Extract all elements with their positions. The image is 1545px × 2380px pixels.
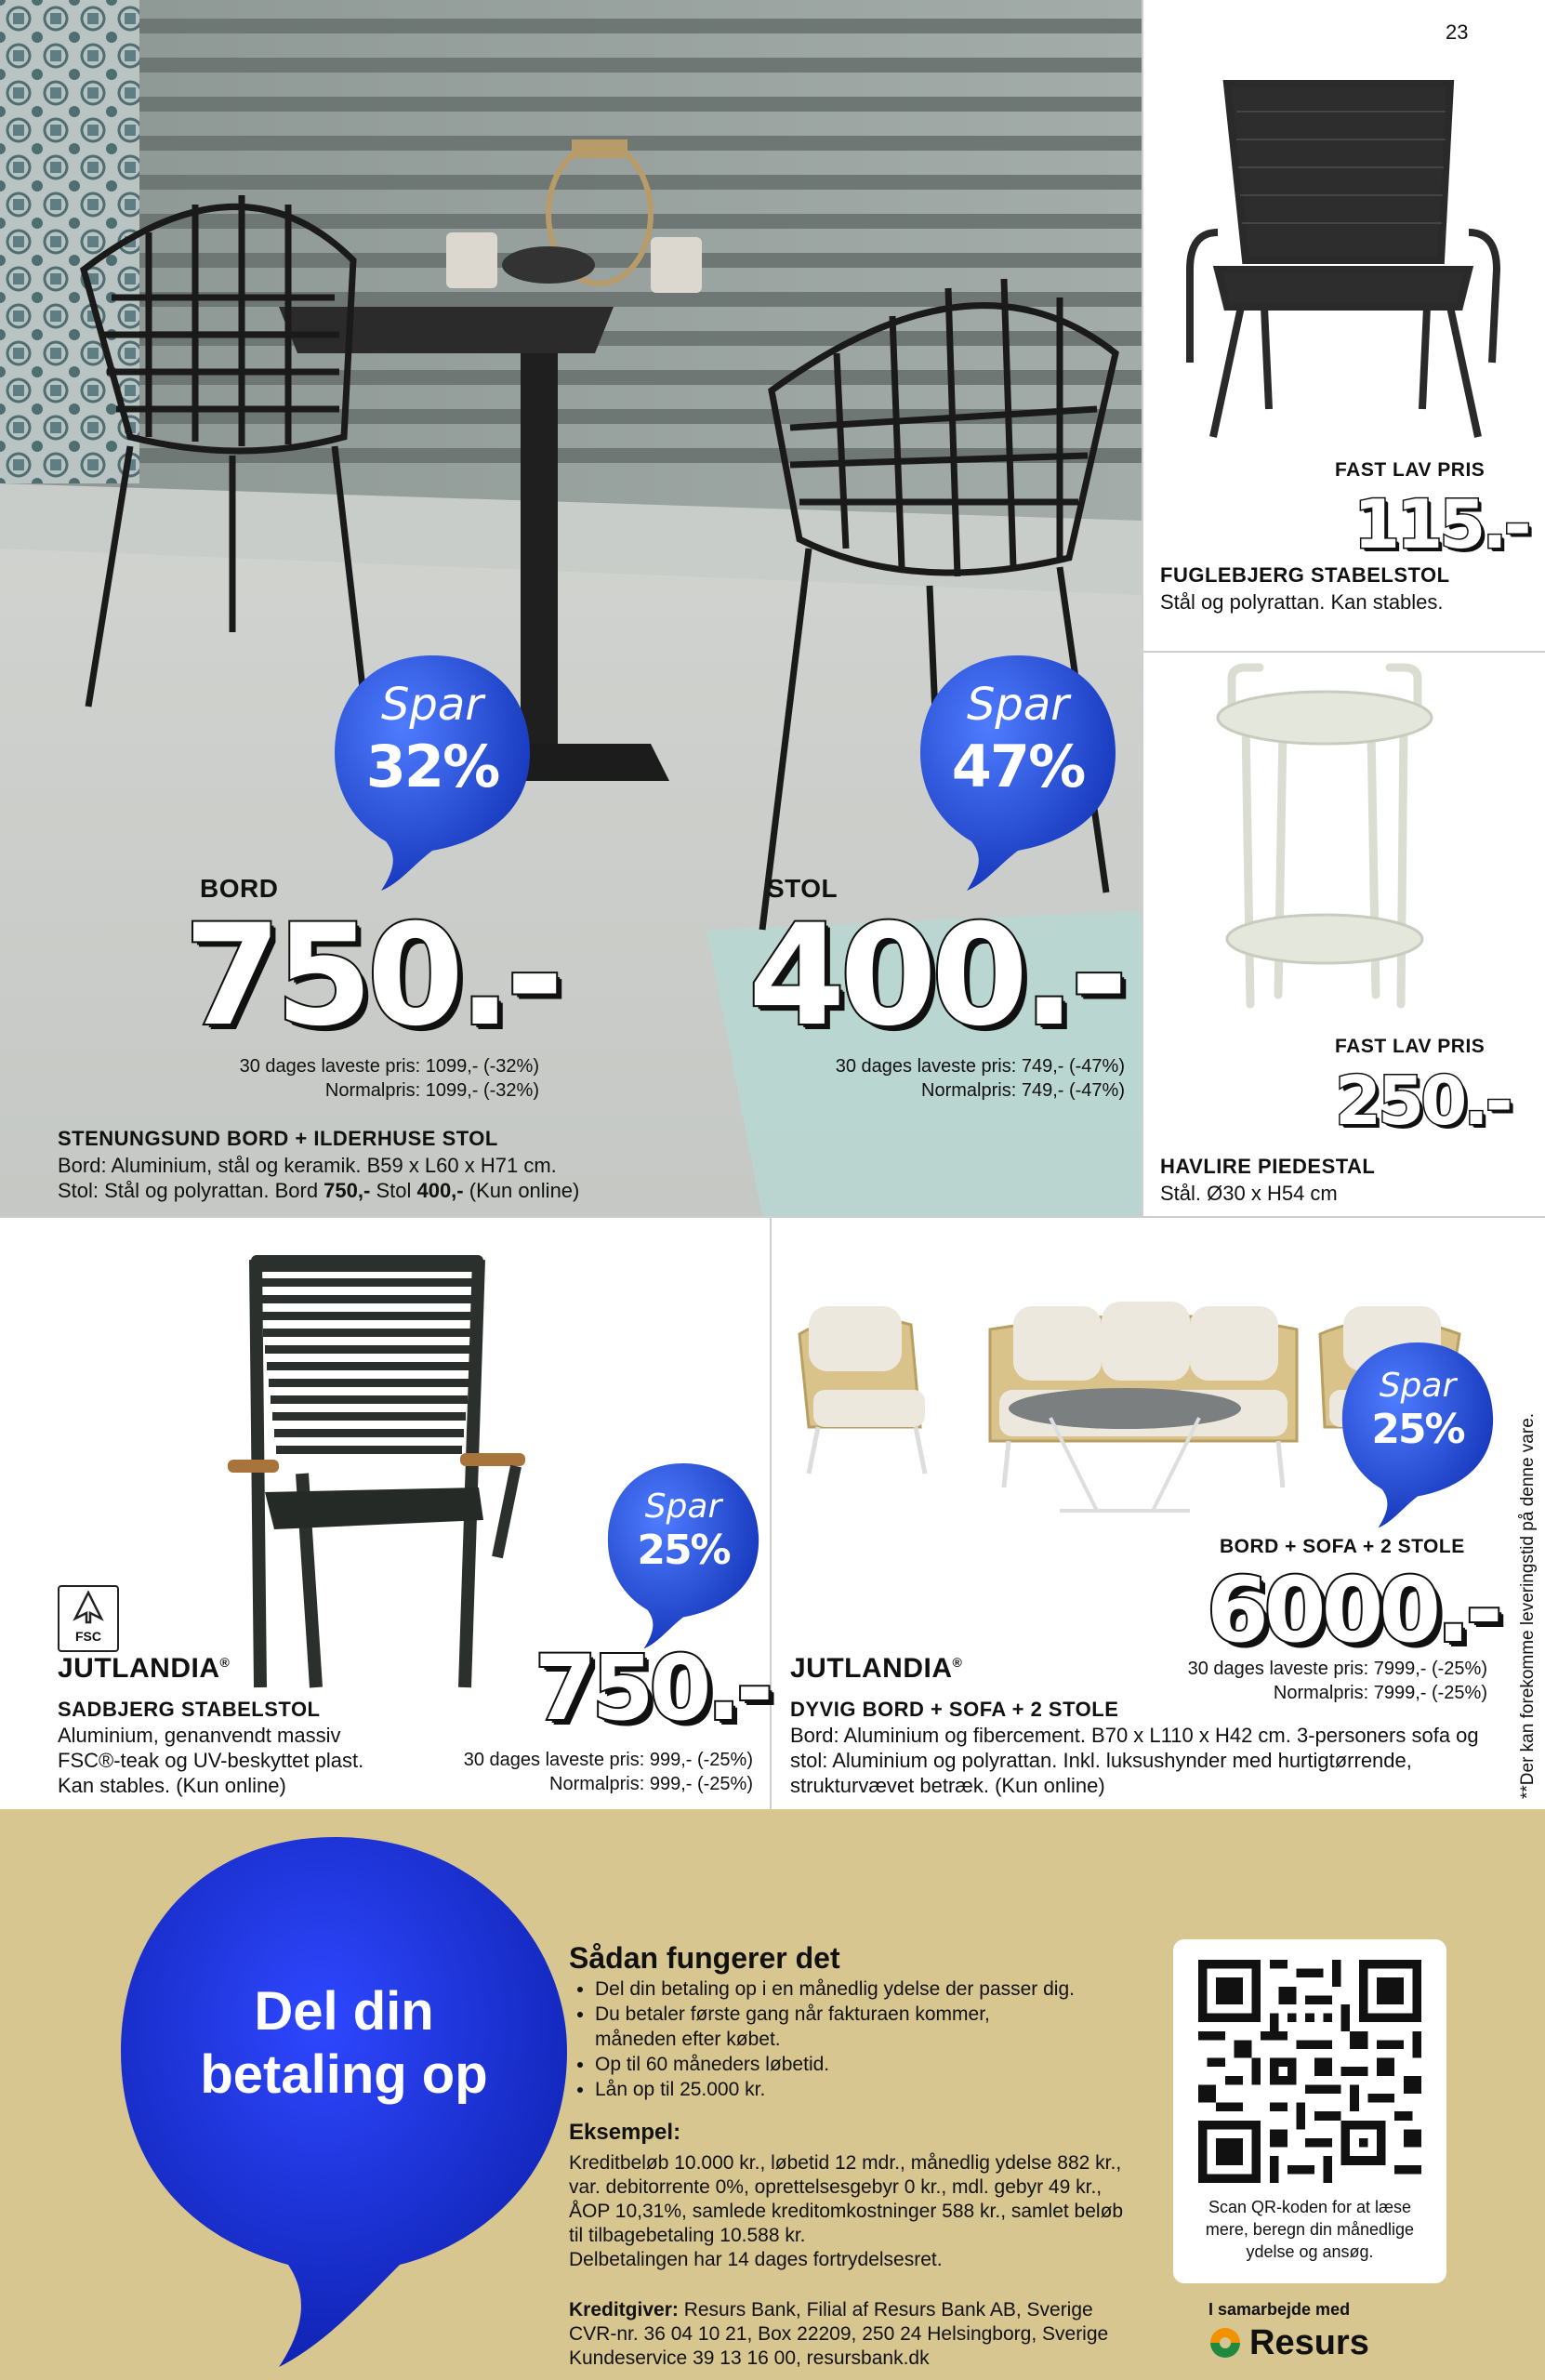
finance-bullet: • Lån op til 25.000 kr. xyxy=(595,2077,1078,2102)
finance-bullet: • Du betaler første gang når fakturaen kommer, xyxy=(595,2002,1078,2027)
spar-badge-bord xyxy=(330,651,535,892)
finance-section xyxy=(0,1809,1545,2380)
dyvig-label: BORD + SOFA + 2 STOLE xyxy=(1220,1536,1465,1557)
jutlandia-brand-sadbjerg: JUTLANDIA® xyxy=(58,1653,231,1684)
fuglebjerg-price: 115.- xyxy=(1354,485,1528,563)
finance-bullet: måneden efter købet. xyxy=(595,2029,781,2050)
qr-code[interactable] xyxy=(1198,1960,1421,2183)
divider xyxy=(0,1216,1545,1218)
hero-product-desc: Bord: Aluminium, stål og keramik. B59 x L60 x H71 cm. xyxy=(58,1154,557,1177)
sadbjerg-image xyxy=(228,1250,535,1706)
finance-bullet: • Op til 60 måneders løbetid. xyxy=(595,2052,1078,2077)
dyvig-desc-1: Bord: Aluminium og fibercement. B70 x L110 x H42 cm. 3-personers sofa og xyxy=(790,1724,1479,1747)
qr-card xyxy=(1173,1939,1446,2283)
finance-bullets xyxy=(569,1977,1078,2102)
sadbjerg-desc-2: FSC®-teak og UV-beskyttet plast. xyxy=(58,1749,364,1772)
sadbjerg-desc-3: Kan stables. (Kun online) xyxy=(58,1774,286,1797)
hero-product-title: STENUNGSUND BORD + ILDERHUSE STOL xyxy=(58,1127,498,1150)
spar-percent: 47% xyxy=(951,733,1085,800)
stol-lowest-price: 30 dages laveste pris: 749,- (-47%) xyxy=(835,1056,1125,1077)
partner-label: I samarbejde med xyxy=(1208,2300,1351,2319)
spar-badge-sadbjerg xyxy=(604,1460,762,1650)
spar-badge-dyvig xyxy=(1339,1339,1497,1529)
spar-word: Spar xyxy=(644,1488,722,1526)
dyvig-title: DYVIG BORD + SOFA + 2 STOLE xyxy=(790,1698,1119,1721)
stol-label: STOL xyxy=(767,874,839,903)
stol-price: 400.- xyxy=(748,895,1123,1057)
bord-normal-price: Normalpris: 1099,- (-32%) xyxy=(324,1080,539,1101)
sadbjerg-desc-1: Aluminium, genanvendt massiv xyxy=(58,1724,341,1747)
spar-word: Spar xyxy=(380,679,484,731)
resurs-wordmark: Resurs xyxy=(1249,2322,1369,2362)
bord-lowest-price: 30 dages laveste pris: 1099,- (-32%) xyxy=(239,1056,539,1077)
bord-price: 750.- xyxy=(184,895,559,1057)
delivery-note: **Der kan forekomme leveringstid på denne vare. xyxy=(1518,1412,1538,1799)
spar-badge-stol xyxy=(916,651,1120,892)
sadbjerg-price: 750.- xyxy=(535,1636,769,1740)
havlire-price: 250.- xyxy=(1335,1062,1510,1140)
sadbjerg-lowest-price: 30 dages laveste pris: 999,- (-25%) xyxy=(463,1750,753,1770)
spar-word: Spar xyxy=(1379,1367,1457,1405)
finance-heading: Sådan fungerer det xyxy=(569,1941,840,1975)
finance-example-heading: Eksempel: xyxy=(569,2120,681,2145)
spar-word: Spar xyxy=(966,679,1070,731)
dyvig-price: 6000.- xyxy=(1207,1558,1499,1662)
dyvig-desc-3: strukturvævet betræk. (Kun online) xyxy=(790,1774,1105,1797)
sadbjerg-normal-price: Normalpris: 999,- (-25%) xyxy=(549,1774,753,1794)
havlire-image xyxy=(1204,660,1446,1023)
spar-percent: 32% xyxy=(365,733,499,800)
divider xyxy=(1142,651,1545,653)
stol-normal-price: Normalpris: 749,- (-47%) xyxy=(921,1080,1125,1101)
finance-bullet: • Del din betaling op i en månedlig ydelse der passer dig. xyxy=(595,1977,1078,2002)
qr-caption: Scan QR-koden for at læse mere, beregn din månedlige ydelse og ansøg. xyxy=(1205,2198,1415,2261)
fuglebjerg-image xyxy=(1162,56,1525,446)
bord-label: BORD xyxy=(200,874,279,903)
sadbjerg-title: SADBJERG STABELSTOL xyxy=(58,1698,321,1721)
finance-example: Kreditbeløb 10.000 kr., løbetid 12 mdr., månedlig ydelse 882 kr., var. debitorrente 0%, oprettelsesgebyr 0 kr., mdl. gebyr 49 kr., ÅOP 10,31%, samlede kreditomkostninger 588 kr., samlet beløb til tilbagebetaling 10.588 kr. Delbetalingen har 14 dages fortrydelsesret. xyxy=(569,2152,1124,2270)
dyvig-normal-price: Normalpris: 7999,- (-25%) xyxy=(1273,1683,1487,1703)
spar-percent: 25% xyxy=(637,1527,730,1574)
jutlandia-brand-dyvig: JUTLANDIA® xyxy=(790,1653,963,1684)
finance-bubble-line2: betaling op xyxy=(200,2044,488,2105)
divider xyxy=(770,1216,772,1809)
page-number: 23 xyxy=(1446,20,1469,44)
spar-percent: 25% xyxy=(1371,1406,1464,1453)
dyvig-desc-2: stol: Aluminium og polyrattan. Inkl. luksushynder med hurtigtørrende, xyxy=(790,1749,1412,1772)
fuglebjerg-title: FUGLEBJERG STABELSTOL xyxy=(1160,563,1450,587)
divider xyxy=(1142,0,1143,1216)
finance-creditor: Kreditgiver: Resurs Bank, Filial af Resurs Bank AB, Sverige CVR-nr. 36 04 10 21, Box 22209, 250 24 Helsingborg, Sverige Kundeservice 39 13 16 00, resursbank.dk xyxy=(569,2299,1109,2369)
fuglebjerg-desc: Stål og polyrattan. Kan stables. xyxy=(1160,590,1444,614)
dyvig-lowest-price: 30 dages laveste pris: 7999,- (-25%) xyxy=(1187,1659,1487,1679)
fsc-logo xyxy=(58,1585,119,1652)
hero-product-desc-2: Stol: Stål og polyrattan. Bord 750,- Stol 400,- (Kun online) xyxy=(58,1179,580,1202)
havlire-title: HAVLIRE PIEDESTAL xyxy=(1160,1155,1376,1178)
havlire-tag: FAST LAV PRIS xyxy=(1335,1036,1486,1057)
fsc-text: FSC xyxy=(75,1629,101,1644)
resurs-logo xyxy=(1207,2322,1369,2363)
resurs-mark-icon xyxy=(1207,2324,1244,2361)
finance-bubble-line1: Del din xyxy=(254,1981,434,2042)
fuglebjerg-tag: FAST LAV PRIS xyxy=(1335,459,1486,481)
havlire-desc: Stål. Ø30 x H54 cm xyxy=(1160,1182,1338,1205)
